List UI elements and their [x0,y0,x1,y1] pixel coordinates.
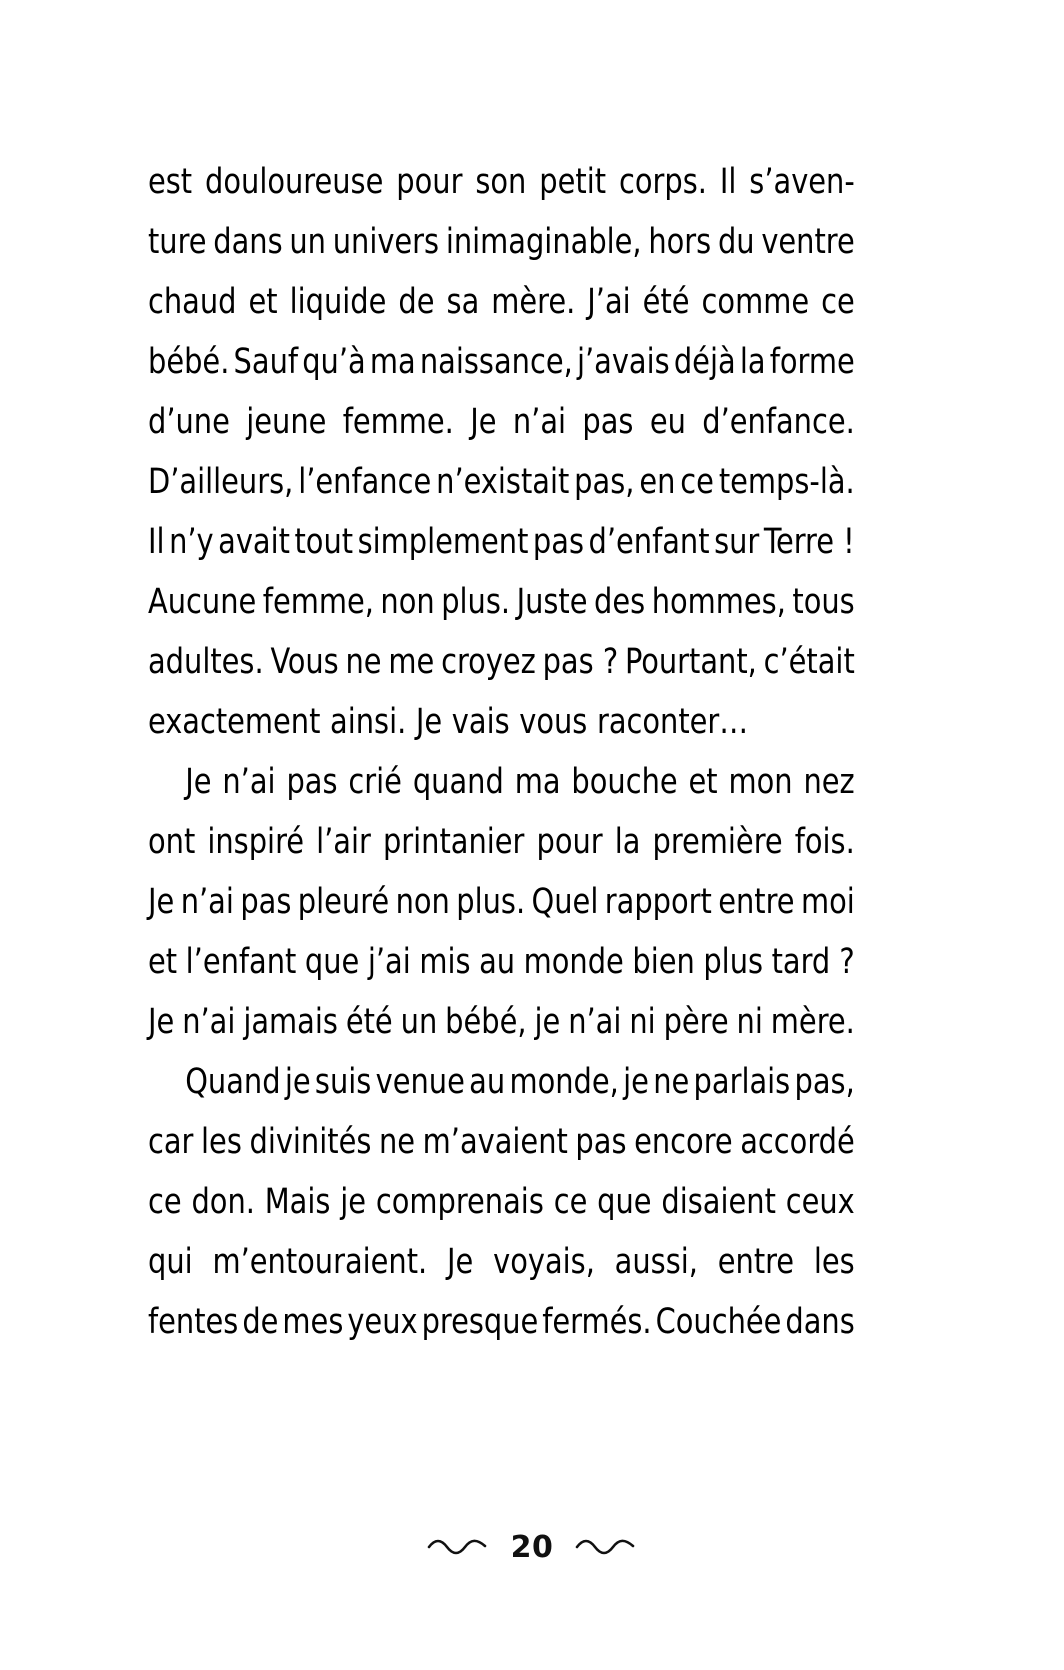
text-line [148,272,855,332]
word: chaud [148,282,237,322]
word: au [469,1062,506,1102]
word: douloureuse [205,162,384,202]
page-number: 20 [510,1530,554,1565]
word: de [398,282,435,322]
word: avait [218,522,290,562]
word: mère. [770,1002,855,1042]
text-line [148,1112,855,1172]
word: divinités [249,1122,372,1162]
text-line [148,632,855,692]
text-line [148,152,855,212]
word: ma [369,342,416,382]
text-line [148,1172,855,1232]
word: été [345,1002,393,1042]
word: Il [148,522,165,562]
word: sa [446,282,480,322]
word: croyez [441,642,536,682]
word: me [388,642,435,682]
word: j’ai [367,942,411,982]
word: un [400,1002,438,1042]
word: Je [447,1242,474,1282]
word: pas, [794,1062,855,1102]
word: d’enfant [588,522,710,562]
word: pour [536,822,603,862]
word: exactement [148,702,321,742]
word: yeux [347,1302,418,1342]
word: ne [378,1122,416,1162]
word: ce [821,282,855,322]
word: non [395,882,450,922]
word: fois. [794,822,855,862]
word: entre [718,882,795,922]
text-line [148,512,855,572]
text-line [148,452,855,512]
page-footer [0,1530,1064,1565]
word: pour [396,162,463,202]
word: eu [649,402,686,442]
word: Vous [270,642,339,682]
word: n’y [169,522,214,562]
word: je [534,1002,561,1042]
text-line [148,872,855,932]
word: première [652,822,783,862]
word: ce [553,1182,588,1222]
word: est [148,162,193,202]
word: les [813,1242,855,1282]
word: disaient [661,1182,776,1222]
word: été [642,282,690,322]
word: Pourtant, [624,642,757,682]
word: ainsi. [330,702,407,742]
word: vais [451,702,510,742]
word: ma [514,762,561,802]
word: l’enfance [298,462,432,502]
word: bien [632,942,695,982]
word: des [594,582,646,622]
word: qu’à [302,342,366,382]
word: ce [148,1182,182,1222]
word: printanier [382,822,525,862]
word: pas [240,882,292,922]
word: jeune [246,402,327,442]
word: parlais [693,1062,791,1102]
word: Mais [264,1182,331,1222]
word: mon [728,762,793,802]
word: inimaginable, [445,222,642,262]
word: Terre ! [763,522,855,562]
word: mis [419,942,471,982]
word: Je [415,702,443,742]
word: n’ai [512,402,567,442]
text-line [148,692,855,752]
paragraph [148,1052,854,1352]
word: adultes. [148,642,264,682]
word: plus. [456,882,526,922]
word: et [688,762,718,802]
word: non [380,582,435,622]
word: ni [629,1002,656,1042]
word: mère. [491,282,576,322]
word: D’ailleurs, [148,462,294,502]
word: forme [769,342,855,382]
word: venue [375,1062,465,1102]
word: ce [680,462,714,502]
word: monde, [509,1062,619,1102]
word: que [304,942,360,982]
word: je [623,1062,649,1102]
word: suis [314,1062,372,1102]
word: pas, [574,462,635,502]
word: pleuré [297,882,390,922]
word: j’avais [576,342,670,382]
word: n’existait [436,462,570,502]
word: fermés. [542,1302,652,1342]
word: naissance, [419,342,573,382]
word: je [340,1182,367,1222]
word: comme [701,282,810,322]
word: ceux [785,1182,855,1222]
word: c’était [763,642,855,682]
word: pas [532,522,584,562]
word: rapport [604,882,712,922]
word: quand [412,762,504,802]
word: femme. [342,402,454,442]
text-line [148,1052,855,1112]
word: l’air [316,822,371,862]
word: ventre [761,222,855,262]
word: crié [348,762,402,802]
word: voyais, [493,1242,595,1282]
word: n’ai [568,1002,622,1042]
word: et [248,282,278,322]
word: vous [519,702,588,742]
text-line [148,752,855,812]
word: Aucune [148,582,257,622]
word: d’enfance. [702,402,855,442]
word: Je [470,402,497,442]
paragraph [148,152,854,752]
word: tout [294,522,354,562]
word: son [475,162,527,202]
word: ni [736,1002,763,1042]
word: et [148,942,178,982]
word: simplement [357,522,529,562]
text-line [148,572,855,632]
word: je [284,1062,311,1102]
word: dans [785,1302,855,1342]
word: déjà [673,342,736,382]
word: petit [539,162,607,202]
word: J’ai [587,282,631,322]
word: moi [800,882,855,922]
word: univers [332,222,440,262]
word: sur [714,522,760,562]
word: ont [148,822,196,862]
text-line [148,212,855,272]
word: père [663,1002,729,1042]
word: de [242,1302,279,1342]
word: bouche [571,762,678,802]
word: tous [792,582,855,622]
word: jamais [243,1002,338,1042]
wavy-line-ornament-icon [427,1537,489,1559]
word: entre [717,1242,795,1282]
word: inspiré [207,822,304,862]
word: Couchée [655,1302,782,1342]
word: au [479,942,516,982]
word: ne [345,642,382,682]
word: Je [148,882,175,922]
word: bébé. [148,342,230,382]
text-line [148,332,855,392]
word: que [597,1182,652,1222]
word: n’ai [222,762,276,802]
word: car [148,1122,194,1162]
word: temps-là. [718,462,855,502]
word: ne [653,1062,690,1102]
word: m’entouraient. [212,1242,428,1282]
text-line [148,1292,855,1352]
word: mes [282,1302,344,1342]
text-line [148,812,855,872]
word: Quand [185,1062,281,1102]
word: pas ? [542,642,619,682]
word: pas [582,402,634,442]
word: qui [148,1242,193,1282]
wavy-line-ornament-icon [575,1537,637,1559]
word: raconter… [596,702,749,742]
word: nez [803,762,855,802]
word: corps. [618,162,707,202]
text-line [148,992,855,1052]
word: ture [148,222,207,262]
word: Sauf [233,342,299,382]
word: en [639,462,676,502]
word: presque [421,1302,539,1342]
word: la [614,822,641,862]
word: liquide [289,282,387,322]
word: pas [575,1122,627,1162]
word: tard ? [771,942,855,982]
word: don. [191,1182,255,1222]
word: plus. [441,582,511,622]
word: pas [286,762,338,802]
word: hommes, [651,582,786,622]
word: n’ai [182,1002,236,1042]
word: hors [648,222,712,262]
text-line [148,932,855,992]
word: monde [523,942,624,982]
text-line [148,392,855,452]
word: bébé, [445,1002,527,1042]
word: Il [719,162,737,202]
word: n’ai [180,882,234,922]
word: d’une [148,402,230,442]
word: du [717,222,755,262]
word: Juste [516,582,588,622]
text-line [148,1232,855,1292]
word: l’enfant [185,942,297,982]
word: s’aven- [749,162,855,202]
word: m’avaient [422,1122,568,1162]
word: Je [185,762,212,802]
word: dans [213,222,283,262]
paragraph [148,752,854,1052]
word: femme, [262,582,374,622]
word: encore [634,1122,733,1162]
word: la [739,342,766,382]
word: un [289,222,326,262]
word: Quel [531,882,599,922]
word: plus [703,942,764,982]
word: comprenais [375,1182,544,1222]
word: Je [148,1002,175,1042]
word: aussi, [614,1242,698,1282]
word: accordé [740,1122,855,1162]
word: les [201,1122,242,1162]
word: fentes [148,1302,239,1342]
page-text-column [148,152,854,1352]
